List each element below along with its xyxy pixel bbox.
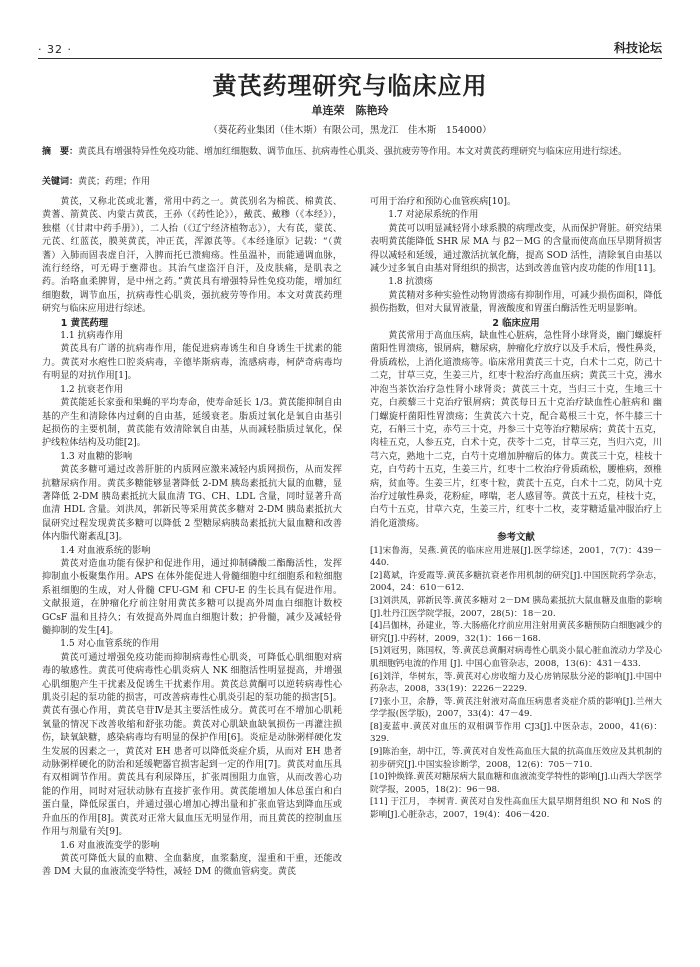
- journal-name: 科技论坛: [613, 41, 662, 55]
- keywords-label: 关键词：: [42, 177, 79, 187]
- authors: 单连荣 陈艳玲: [311, 104, 389, 117]
- intro-paragraph: 黄芪，又称北芪或北蓍，常用中药之一。黄芪别名为棉芪、棉黄芪、黄蓍、箭黄芪、内蒙古黄芪，王孙（《药性论》），戴芪、戴糁（《本经》），独椹（《甘肃中药手册》），二人抬（《辽宁经济植物志》），大有芪，蒙芪、元芪、红蓝芪，膜荚黄芪，冲正芪，浑源芪等。《本经逢原》记载：“（黄蓍）入肺而固表虚自汗，入脾而托已溃痈疡。性虽温补，而能通调血脉，流行经络，可无碍于壅滞也。其治气虚盗汗自汗，及皮肤痛，是肌表之药。治咯血柔脾胃，是中州之药。”黄芪具有增强特异性免疫功能，增加红细胞数，调节血压，抗病毒性心肌炎，强抗疲劳等作用。本文对黄芪药理研究与临床应用进行综述。: [42, 197, 342, 315]
- abstract-label: 摘 要：: [42, 147, 79, 157]
- reference-item: [3]刘洪凤，郭新民等.黄芪多糖对 2－DM 胰岛素抵抗大鼠血糖及血脂的影响[J].牡丹江医学院学报，2007，28(5)：18－20.: [370, 595, 662, 619]
- paragraph: 黄芪可降低大鼠的血糖、全血黏度，血浆黏度，湿重和干重，还能改善 DM 大鼠的血液流变学特性，减轻 DM 的微血管病变。黄芪: [42, 853, 342, 878]
- left-column: [42, 196, 342, 880]
- page-number: · 32 ·: [38, 43, 72, 56]
- paragraph: 黄芪精对多种实验性动物胃溃疡有抑制作用，可减少损伤面积，降低损伤指数，但对大鼠胃液量，胃液酸度和胃蛋白酶活性无明显影响。: [370, 290, 662, 315]
- subsection-heading: 1.7 对泌尿系统的作用: [388, 210, 479, 221]
- section-heading: 1 黄芪药理: [60, 317, 109, 329]
- subsection-heading: 1.2 抗衰老作用: [60, 384, 124, 395]
- paragraph: 黄芪能延长家蚕和果蝇的平均寿命，使寿命延长 1/3。黄芪能抑制自由基的产生和清除体内过剩的自由基，延缓衰老。脂质过氧化是氧自由基引起损伤的主要机制，黄芪能有效清除氧自由基，从而减轻脂质过氧化，保护线粒体结构及功能[2]。: [42, 398, 342, 449]
- affiliation: （葵花药业集团（佳木斯）有限公司，黑龙江 佳木斯 154000）: [208, 125, 492, 136]
- paragraph-continued: 可用于治疗和预防心血管疾病[10]。: [370, 197, 516, 207]
- header-rule: [38, 58, 662, 59]
- abstract: [42, 146, 660, 159]
- subsection-heading: 1.4 对血液系统的影响: [60, 545, 151, 556]
- reference-item: [8]麦蓝申.黄芪对血压的双相调节作用 CJ3[J].中医杂志，2000，41(6)：329.: [370, 721, 662, 745]
- reference-list: [370, 545, 662, 822]
- reference-item: [4]吕伽林，孙建业，等.大肠癌化疗前应用注射用黄芪多糖预防白细胞减少的研究[J].中药材，2009，32(1)：166－168.: [370, 621, 662, 644]
- keywords-text: 黄芪；药理；作用: [78, 177, 151, 187]
- page-header: [38, 36, 662, 56]
- paragraph: 黄芪多糖可通过改善肝脏的内质网应激来减轻内质网损伤，从而发挥抗糖尿病作用。黄芪多糖能够显著降低 2-DM 胰岛素抵抗大鼠的血糖，显著降低 2-DM 胰岛素抵抗大鼠血清 TG、CH、LDL 含量，同时显著升高血清 HDL 含量。刘洪凤，郭新民等采用黄芪多糖对 2-DM 胰岛素抵抗大鼠研究过程发现黄芪多糖可以降低 2 型糖尿病胰岛素抵抗大鼠血糖和改善体内脂代谢紊乱[3]。: [42, 465, 342, 543]
- section-heading: 2 临床应用: [492, 317, 540, 329]
- subsection-heading: 1.1 抗病毒作用: [60, 331, 124, 342]
- paragraph: 黄芪对造血功能有保护和促进作用，通过抑制磷酸二酯酶活性，发挥抑制血小板聚集作用。APS 在体外能促进人骨髓细胞中红细胞系和粒细胞系祖细胞的生成，对人骨髓 CFU-GM 和 CFU-E 的生长具有促进作用。文献报道，在肿瘤化疗前注射用黄芪多糖可以提高外周血白细胞计数校 GCsF 温和且持久；有效提高外周血白细胞计数；护骨髓，减少及减轻骨髓抑制的发生[4]。: [42, 558, 342, 636]
- reference-item: [10]钟焕锋.黄芪对糖尿病大鼠血糖和血液流变学特性的影响[J].山西大学医学院学报，2005，18(2)：96－98.: [370, 772, 662, 795]
- paragraph: 黄芪可以明显减轻肾小球系膜的病理改变，从而保护肾脏。研究结果表明黄芪能降低 SHR 尿 MA 与 β2－MG 的含量而使高血压早期肾损害得以减轻和延缓，通过激活抗氧化酶，提高 SOD 活性，清除氧自由基以减少过多氧自由基对肾组织的损害，达到改善血管内皮功能的作用[11]。: [370, 223, 662, 275]
- paragraph: 黄芪具有广谱的抗病毒作用，能促进病毒诱生和自身诱生干扰素的能力。黄芪对水疱性口腔炎病毒，辛德毕斯病毒，流感病毒，柯萨奇病毒均有明显的对抗作用[1]。: [42, 344, 342, 382]
- paragraph: 黄芪常用于高血压病，缺血性心脏病，急性肾小球肾炎，幽门螺旋杆菌阳性胃溃疡，银屑病，糖尿病，肿瘤化疗放疗以及手术后，慢性鼻炎，骨质疏松，上消化道溃疡等。临床常用黄芪三十克，白术十二克，防己十二克，甘草三克，生姜三片，红枣十粒治疗高血压病；黄芪三十克，沸水冲泡当茶饮治疗急性肾小球肾炎；黄芪三十克，当归三十克，生地三十克，白蒺藜三十克治疗银屑病；黄芪每日五十克治疗缺血性心脏病和 幽门螺旋杆菌阳性胃溃疡；生黄芪六十克，配合葛根三十克，怀牛膝三十克，石斛三十克，赤芍三十克，丹参三十克等治疗糖尿病；黄芪十五克，肉桂五克，人参五克，白术十克，茯苓十二克，甘草三克，当归六克，川芎六克，熟地十二克，白芍十克增加肿瘤后的体力。黄芪三十克，桂枝十克，白芍药十五克，生姜三片，红枣十二枚治疗骨质疏松，腰椎病，颈椎病，贫血等。生姜三片，红枣十粒，黄芪十五克，白术十二克，防风十克治疗过敏性鼻炎，花粉症，哮喘，老人感冒等。黄芪十五克，桂枝十克，白芍十五克，甘草六克，生姜三片，红枣十二枚，麦芽糖适量冲服治疗上消化道溃疡。: [370, 331, 662, 529]
- subsection-heading: 1.3 对血糖的影响: [60, 451, 133, 462]
- subsection-heading: 1.5 对心血管系统的作用: [60, 639, 160, 650]
- subsection-heading: 1.8 抗溃疡: [388, 277, 433, 288]
- article-title: 黄芪药理研究与临床应用: [212, 71, 488, 100]
- right-column: [370, 196, 662, 822]
- reference-item: [6]刘洋，华树东，等.黄芪对心房收缩力及心房钠尿肽分泌的影响[J].中国中药杂志，2008，33(19)：2226－2229.: [370, 671, 662, 695]
- abstract-text: 黄芪具有增强特异性免疫功能、增加红细胞数、调节血压、抗病毒性心肌炎、强抗疲劳等作用。本文对黄芪药理研究与临床应用进行综述。: [78, 147, 628, 157]
- reference-item: [11] 于江月， 李树青. 黄芪对自发性高血压大鼠早期肾组织 NO 和 NoS 的影响[J].心脏杂志，2007，19(4)：406－420.: [370, 797, 662, 821]
- paragraph: 黄芪可通过增强免疫功能而抑制病毒性心肌炎，可降低心肌细胞对病毒的敏感性。黄芪可使病毒性心肌炎病人 NK 细胞活性明显提高，并增强心肌细胞产生干扰素及促诱生干扰素作用。黄芪总黄酮可以逆转病毒性心肌炎引起的泵功能的损害，可改善病毒性心肌炎引起的泵功能的损害[5]。黄芪有强心作用，黄芪皂苷Ⅳ是其主要活性成分。黄芪可在不增加心肌耗氧量的情况下改善收缩和舒张功能。黄芪对心肌缺血缺氧损伤一再灌注损伤，缺氧缺糖，感染病毒均有明显的保护作用[6]。炎症是动脉粥样硬化发生发展的因素之一，黄芪对 EH 患者可以降低炎症介质，从而对 EH 患者动脉粥样硬化的防治和延缓靶器官损害起到一定的作用[7]。黄芪对血压具有双相调节作用。黄芪具有利尿降压，扩张周围阻力血管，从而改善心功能的作用，同时对冠状动脉有直接扩张作用。黄芪能增加人体总蛋白和白蛋白量，降低尿蛋白，并通过强心增加心搏出量和扩张血管达到降血压或升血压的作用[8]。黄芪对正常大鼠血压无明显作用，而且黄芪的控制血压作用与剂量有关[9]。: [42, 652, 342, 838]
- reference-item: [7]张小卫，余静，等.黄芪注射液对高血压病患者炎症介质的影响[J].兰州大学学报(医学版)，2007，33(4)：47－49.: [370, 696, 662, 720]
- references-title: 参考文献: [497, 532, 535, 544]
- subsection-heading: 1.6 对血液流变学的影响: [60, 840, 160, 851]
- reference-item: [1]宋鲁海，吴燕.黄芪的临床应用进展[J].医学综述，2001，7(7)：439－440.: [370, 545, 662, 569]
- reference-item: [2]葛斌，许爱霞等.黄芪多糖抗衰老作用机制的研究[J].中国医院药学杂志，2004，24：610－612.: [370, 570, 662, 594]
- reference-item: [9]陈治奎，胡中江，等.黄芪对自发性高血压大鼠的抗高血压效应及其机制的初步研究[J].中国实验诊断学，2008，12(6)：705－710.: [370, 747, 662, 770]
- keywords: [42, 176, 660, 189]
- reference-item: [5]刘冠男，陈国权，等.黄芪总黄酮对病毒性心肌炎小鼠心脏血流动力学及心肌细胞钙电流的作用 [J]. 中国心血管杂志，2008，13(6)：431－433.: [370, 646, 662, 669]
